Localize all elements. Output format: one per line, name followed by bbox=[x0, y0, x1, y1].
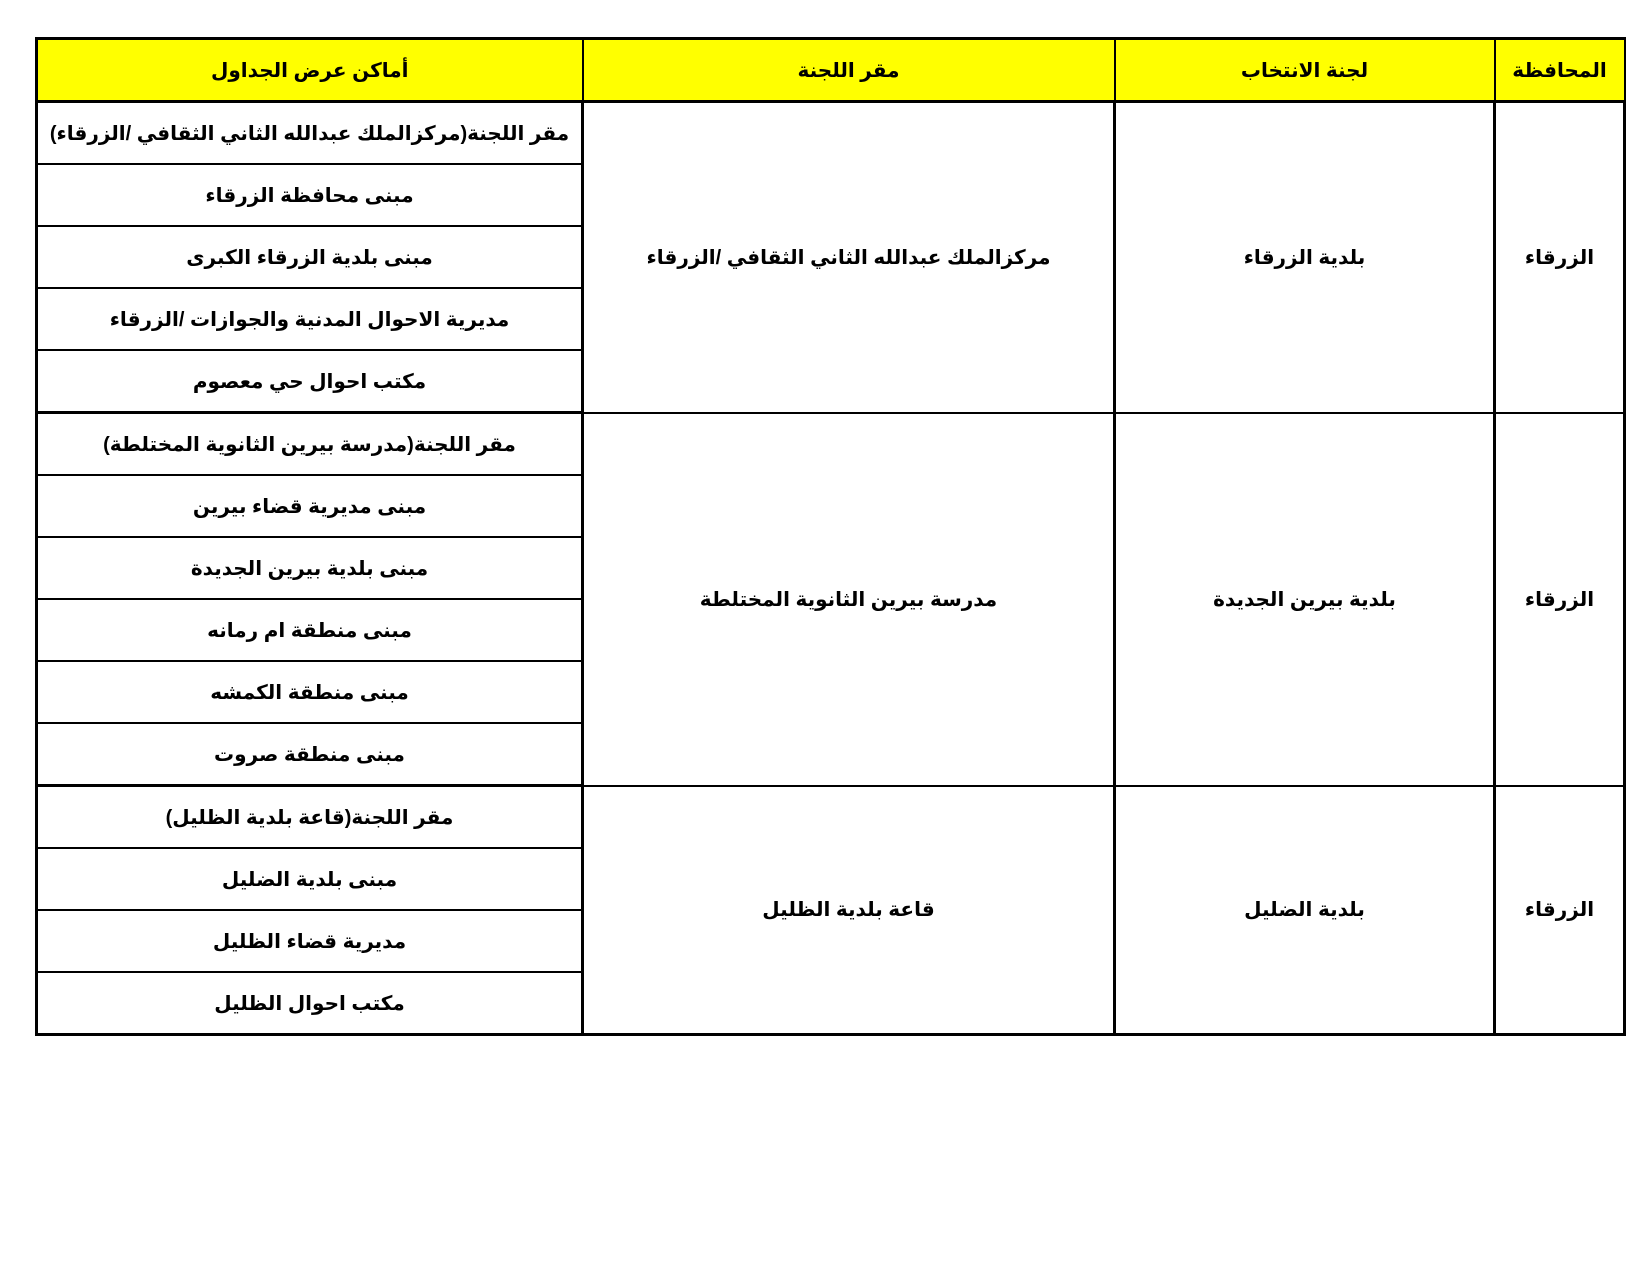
header-row bbox=[37, 39, 1625, 102]
governorate-cell: الزرقاء bbox=[1495, 786, 1625, 1035]
election-schedule-table bbox=[35, 37, 1626, 1036]
table-row bbox=[37, 786, 1625, 849]
location-cell: مديرية قضاء الظليل bbox=[37, 910, 583, 972]
location-cell: مقر اللجنة(مركزالملك عبدالله الثاني الثقافي /الزرقاء) bbox=[37, 102, 583, 165]
location-cell: مديرية الاحوال المدنية والجوازات /الزرقاء bbox=[37, 288, 583, 350]
location-cell: مبنى بلدية الزرقاء الكبرى bbox=[37, 226, 583, 288]
location-cell: مبنى بلدية الضليل bbox=[37, 848, 583, 910]
location-cell: مكتب احوال حي معصوم bbox=[37, 350, 583, 413]
committee-cell: بلدية الزرقاء bbox=[1115, 102, 1495, 413]
committee-cell: بلدية الضليل bbox=[1115, 786, 1495, 1035]
seat-cell: مركزالملك عبدالله الثاني الثقافي /الزرقاء bbox=[583, 102, 1115, 413]
governorate-cell: الزرقاء bbox=[1495, 102, 1625, 413]
governorate-cell: الزرقاء bbox=[1495, 413, 1625, 786]
location-cell: مقر اللجنة(قاعة بلدية الظليل) bbox=[37, 786, 583, 849]
header-seat: مقر اللجنة bbox=[583, 39, 1115, 102]
location-cell: مبنى محافظة الزرقاء bbox=[37, 164, 583, 226]
header-locations: أماكن عرض الجداول bbox=[37, 39, 583, 102]
location-cell: مكتب احوال الظليل bbox=[37, 972, 583, 1035]
location-cell: مبنى مديرية قضاء بيرين bbox=[37, 475, 583, 537]
header-governorate: المحافظة bbox=[1495, 39, 1625, 102]
location-cell: مبنى منطقة ام رمانه bbox=[37, 599, 583, 661]
table-row bbox=[37, 102, 1625, 165]
seat-cell: قاعة بلدية الظليل bbox=[583, 786, 1115, 1035]
location-cell: مبنى بلدية بيرين الجديدة bbox=[37, 537, 583, 599]
header-committee: لجنة الانتخاب bbox=[1115, 39, 1495, 102]
location-cell: مبنى منطقة صروت bbox=[37, 723, 583, 786]
location-cell: مقر اللجنة(مدرسة بيرين الثانوية المختلطة) bbox=[37, 413, 583, 476]
location-cell: مبنى منطقة الكمشه bbox=[37, 661, 583, 723]
committee-cell: بلدية بيرين الجديدة bbox=[1115, 413, 1495, 786]
seat-cell: مدرسة بيرين الثانوية المختلطة bbox=[583, 413, 1115, 786]
table-row bbox=[37, 413, 1625, 476]
